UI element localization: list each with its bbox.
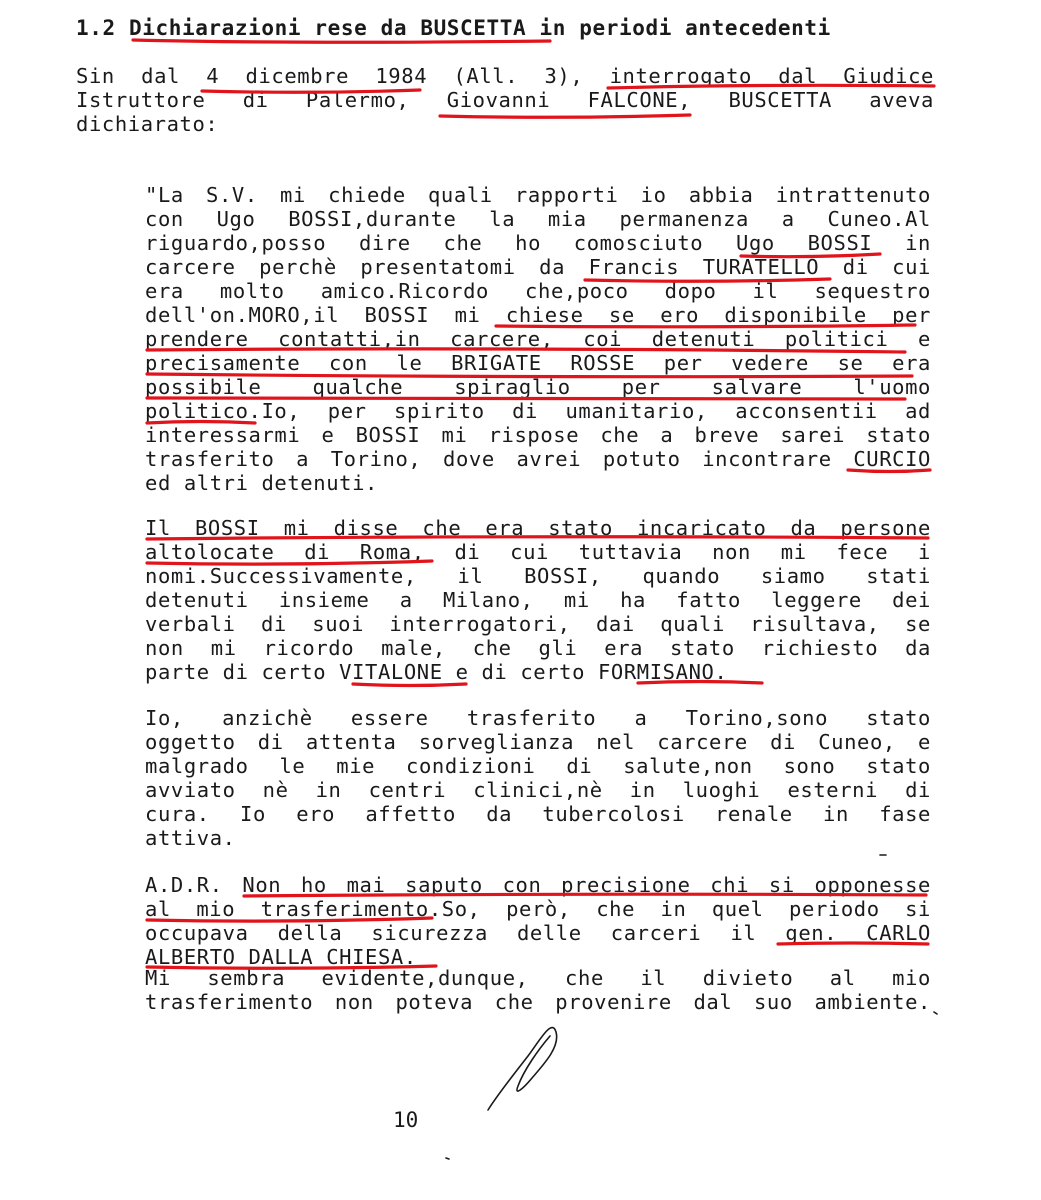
quote-line: occupava della sicurezza delle carceri il gen. CARLO	[145, 921, 931, 945]
quote-line: trasferito a Torino, dove avrei potuto incontrare CURCIO	[145, 447, 931, 471]
quote-line: prendere contatti,in carcere, coi detenuti politici e	[145, 327, 931, 351]
page-number: 10	[393, 1108, 419, 1132]
quote-line: carcere perchè presentatomi da Francis TURATELLO di cui	[145, 255, 931, 279]
quote-line: non mi ricordo male, che gli era stato richiesto da	[145, 636, 931, 660]
quote-line: interessarmi e BOSSI mi rispose che a breve sarei stato	[145, 423, 931, 447]
handwritten-initial	[488, 1028, 557, 1110]
quote-line: Il BOSSI mi disse che era stato incaricato da persone	[145, 516, 931, 540]
intro-line: Istruttore di Palermo, Giovanni FALCONE, BUSCETTA aveva	[76, 88, 934, 112]
quote-line: trasferimento non poteva che provenire dal suo ambiente.	[145, 990, 931, 1014]
underline-mark	[353, 684, 466, 686]
quote-line: nomi.Successivamente, il BOSSI, quando siamo stati	[145, 564, 931, 588]
quote-line: A.D.R. Non ho mai saputo con precisione chi si opponesse	[145, 873, 931, 897]
quote-line: dell'on.MORO,il BOSSI mi chiese se ero disponibile per	[145, 303, 931, 327]
quote-line: cura. Io ero affetto da tubercolosi renale in fase	[145, 802, 931, 826]
underline-mark	[133, 40, 550, 42]
quote-line: ed altri detenuti.	[145, 471, 378, 495]
quote-line: ALBERTO DALLA CHIESA.	[145, 945, 417, 969]
quote-line: avviato nè in centri clinici,nè in luoghi esterni di	[145, 778, 931, 802]
quote-line: con Ugo BOSSI,durante la mia permanenza a Cuneo.Al	[145, 207, 931, 231]
quote-line: precisamente con le BRIGATE ROSSE per vedere se era	[145, 351, 931, 375]
quote-line: malgrado le mie condizioni di salute,non sono stato	[145, 754, 931, 778]
quote-line: parte di certo VITALONE e di certo FORMISANO.	[145, 660, 728, 684]
quote-line: era molto amico.Ricordo che,poco dopo il sequestro	[145, 279, 931, 303]
quote-line: verbali di suoi interrogatori, dai quali risultava, se	[145, 612, 931, 636]
scan-dot	[446, 1158, 449, 1159]
quote-line: detenuti insieme a Milano, mi ha fatto leggere dei	[145, 588, 931, 612]
section-heading: 1.2 Dichiarazioni rese da BUSCETTA in periodi antecedenti	[76, 16, 831, 40]
quote-line: altolocate di Roma, di cui tuttavia non mi fece i	[145, 540, 931, 564]
quote-line: oggetto di attenta sorveglianza nel carcere di Cuneo, e	[145, 730, 931, 754]
quote-line: "La S.V. mi chiede quali rapporti io abbia intrattenuto	[145, 183, 931, 207]
intro-line: dichiarato:	[76, 112, 219, 136]
quote-line: possibile qualche spiraglio per salvare l'uomo	[145, 375, 931, 399]
intro-line: Sin dal 4 dicembre 1984 (All. 3), interrogato dal Giudice	[76, 64, 934, 88]
quote-line: riguardo,posso dire che ho comosciuto Ugo BOSSI in	[145, 231, 931, 255]
quote-line: attiva.	[145, 826, 236, 850]
quote-line: Mi sembra evidente,dunque, che il divieto al mio	[145, 966, 931, 990]
quote-line: politico.Io, per spirito di umanitario, acconsentii ad	[145, 399, 931, 423]
quote-line: al mio trasferimento.So, però, che in quel periodo si	[145, 897, 931, 921]
scan-dot	[934, 1012, 937, 1014]
quote-line: Io, anzichè essere trasferito a Torino,sono stato	[145, 706, 931, 730]
